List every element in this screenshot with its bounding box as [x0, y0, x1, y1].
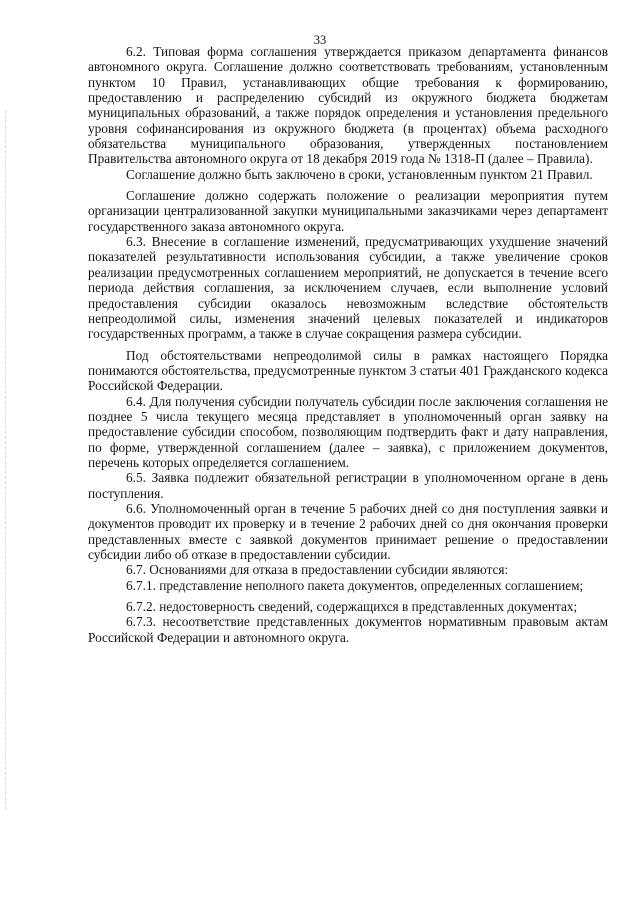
- paragraph-6-2: 6.2. Типовая форма соглашения утверждается приказом департамента финансов автономного округа. Соглашение должно соответствовать требованиям, установленным пунктом 10 Правил, устанавливающих общие требования к формированию, предоставлению и распределению субсидий из окружного бюджета бюджетам муниципальных образований, а также порядок определения и установления предельного уровня софинансирования из окружного бюджета (в процентах) объема расходного обязательства муниципального образования, утвержденных постановлением Правительства автономного округа от 18 декабря 2019 года № 1318-П (далее – Правила).: [88, 44, 608, 167]
- paragraph-6-7-2: 6.7.2. недостоверность сведений, содержащихся в представленных документах;: [126, 599, 578, 615]
- paragraph-6-6: 6.6. Уполномоченный орган в течение 5 рабочих дней со дня поступления заявки и документов проводит их проверку и в течение 2 рабочих дней со дня окончания проверки представленных вместе с заявкой документов принимает решение о предоставлении субсидии либо об отказе в предоставлении субсидии.: [88, 500, 608, 562]
- paragraph-force-majeure: Под обстоятельствами непреодолимой силы в рамках настоящего Порядка понимаются обстоятельства, предусмотренные пунктом 3 статьи 401 Гражданского кодекса Российской Федерации.: [88, 347, 608, 394]
- paragraph-agreement-deadline: Соглашение должно быть заключено в сроки, установленным пунктом 21 Правил.: [126, 166, 593, 182]
- scan-edge-artifact: [5, 110, 7, 810]
- document-body: [88, 44, 608, 645]
- paragraph-6-3: 6.3. Внесение в соглашение изменений, предусматривающих ухудшение значений показателей результативности использования субсидии, а также увеличение сроков реализации предусмотренных соглашением мероприятий, не допускается в течение всего периода действия соглашения, за исключением случаев, если выполнение условий предоставления субсидии оказалось невозможным вследствие обстоятельств непреодолимой силы, изменения значений целевых показателей и индикаторов государственных программ, а также в случае сокращения размера субсидии.: [88, 234, 608, 342]
- paragraph-6-7: 6.7. Основаниями для отказа в предоставлении субсидии являются:: [126, 562, 509, 578]
- page-number: 33: [313, 33, 327, 47]
- paragraph-6-7-3: 6.7.3. несоответствие представленных документов нормативным правовым актам Российской Федерации и автономного округа.: [88, 614, 608, 645]
- paragraph-6-7-1: 6.7.1. представление неполного пакета документов, определенных соглашением;: [126, 577, 584, 593]
- paragraph-6-4: 6.4. Для получения субсидии получатель субсидии после заключения соглашения не позднее 5 числа текущего месяца представляет в уполномоченный орган заявку на предоставление субсидии способом, позволяющим подтвердить факт и дату направления, по форме, утвержденной соглашением (далее – заявка), с приложением документов, перечень которых определяется соглашением.: [88, 393, 608, 470]
- paragraph-agreement-content: Соглашение должно содержать положение о реализации мероприятия путем организации централизованной закупки муниципальными заказчиками через департамент государственного заказа автономного округа.: [88, 188, 608, 234]
- paragraph-6-5: 6.5. Заявка подлежит обязательной регистрации в уполномоченном органе в день поступления.: [88, 470, 608, 501]
